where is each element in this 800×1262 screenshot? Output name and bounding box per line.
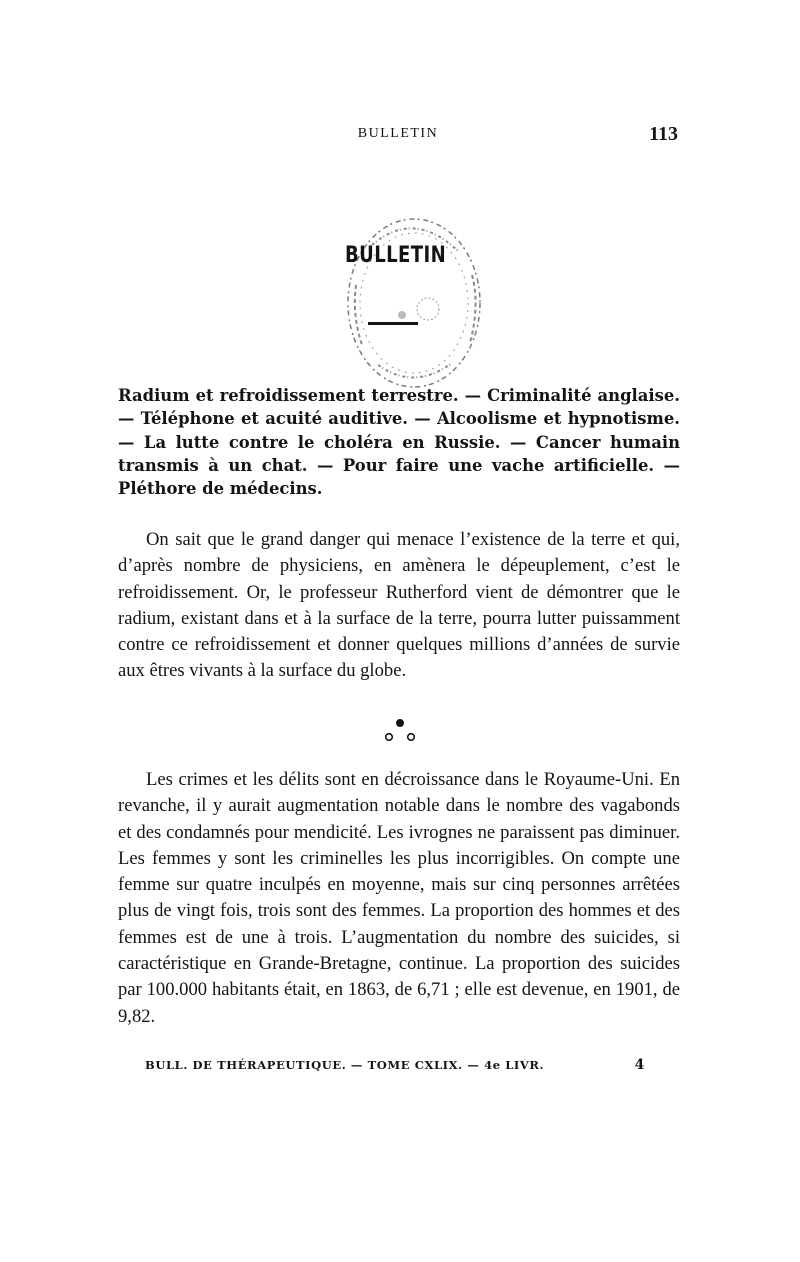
page-number: 113: [649, 123, 678, 145]
heading-rule: [368, 322, 418, 325]
asterism-icon: [376, 716, 424, 746]
journal-reference: BULL. DE THÉRAPEUTIQUE. — TOME CXLIX. — 4e LIVR.: [145, 1058, 545, 1072]
paragraph-radium: On sait que le grand danger qui menace l’existence de la terre et qui, d’après nombre de physiciens, en amènera le dépeuplement, c’est le refroidissement. Or, le professeur Rutherford vient de démontrer que le radium, existant dans et à la surface de la terre, pourra lutter puissamment contre ce refroidissement et donner quelques millions d’années de survie aux êtres vivants à la surface du globe.: [118, 529, 680, 682]
signature-mark: 4: [634, 1057, 645, 1073]
stamp-heading: BULLETIN: [345, 243, 447, 268]
section-summary: Radium et refroidissement terrestre. — Criminalité anglaise. — Téléphone et acuité auditive. — Alcoolisme et hypnotisme. — La lutte contre le choléra en Russie. — Cancer humain transmis à un chat. — Pour faire une vache artificielle. — Pléthore de médecins.: [118, 386, 680, 499]
running-head: [118, 123, 678, 150]
library-stamp-icon: [332, 205, 492, 395]
paragraph-criminality: Les crimes et les délits sont en décroissance dans le Royaume-Uni. En revanche, il y aurait augmentation notable dans le nombre des vagabonds et des condamnés pour mendicité. Les ivrognes ne paraissent pas diminuer. Les femmes y sont les criminelles les plus incorrigibles. On compte une femme sur quatre inculpés en moyenne, mais sur cinq personnes arrêtées plus de vingt fois, trois sont des femmes. La proportion des hommes et des femmes est de une à trois. L’augmentation du nombre des suicides, si caractéristique en Grande-Bretagne, continue. La proportion des suicides par 100.000 habitants était, en 1863, de 6,71 ; elle est devenue, en 1901, de 9,82.: [118, 769, 680, 1027]
page-footer: [145, 1058, 645, 1078]
running-title: BULLETIN: [357, 126, 439, 141]
